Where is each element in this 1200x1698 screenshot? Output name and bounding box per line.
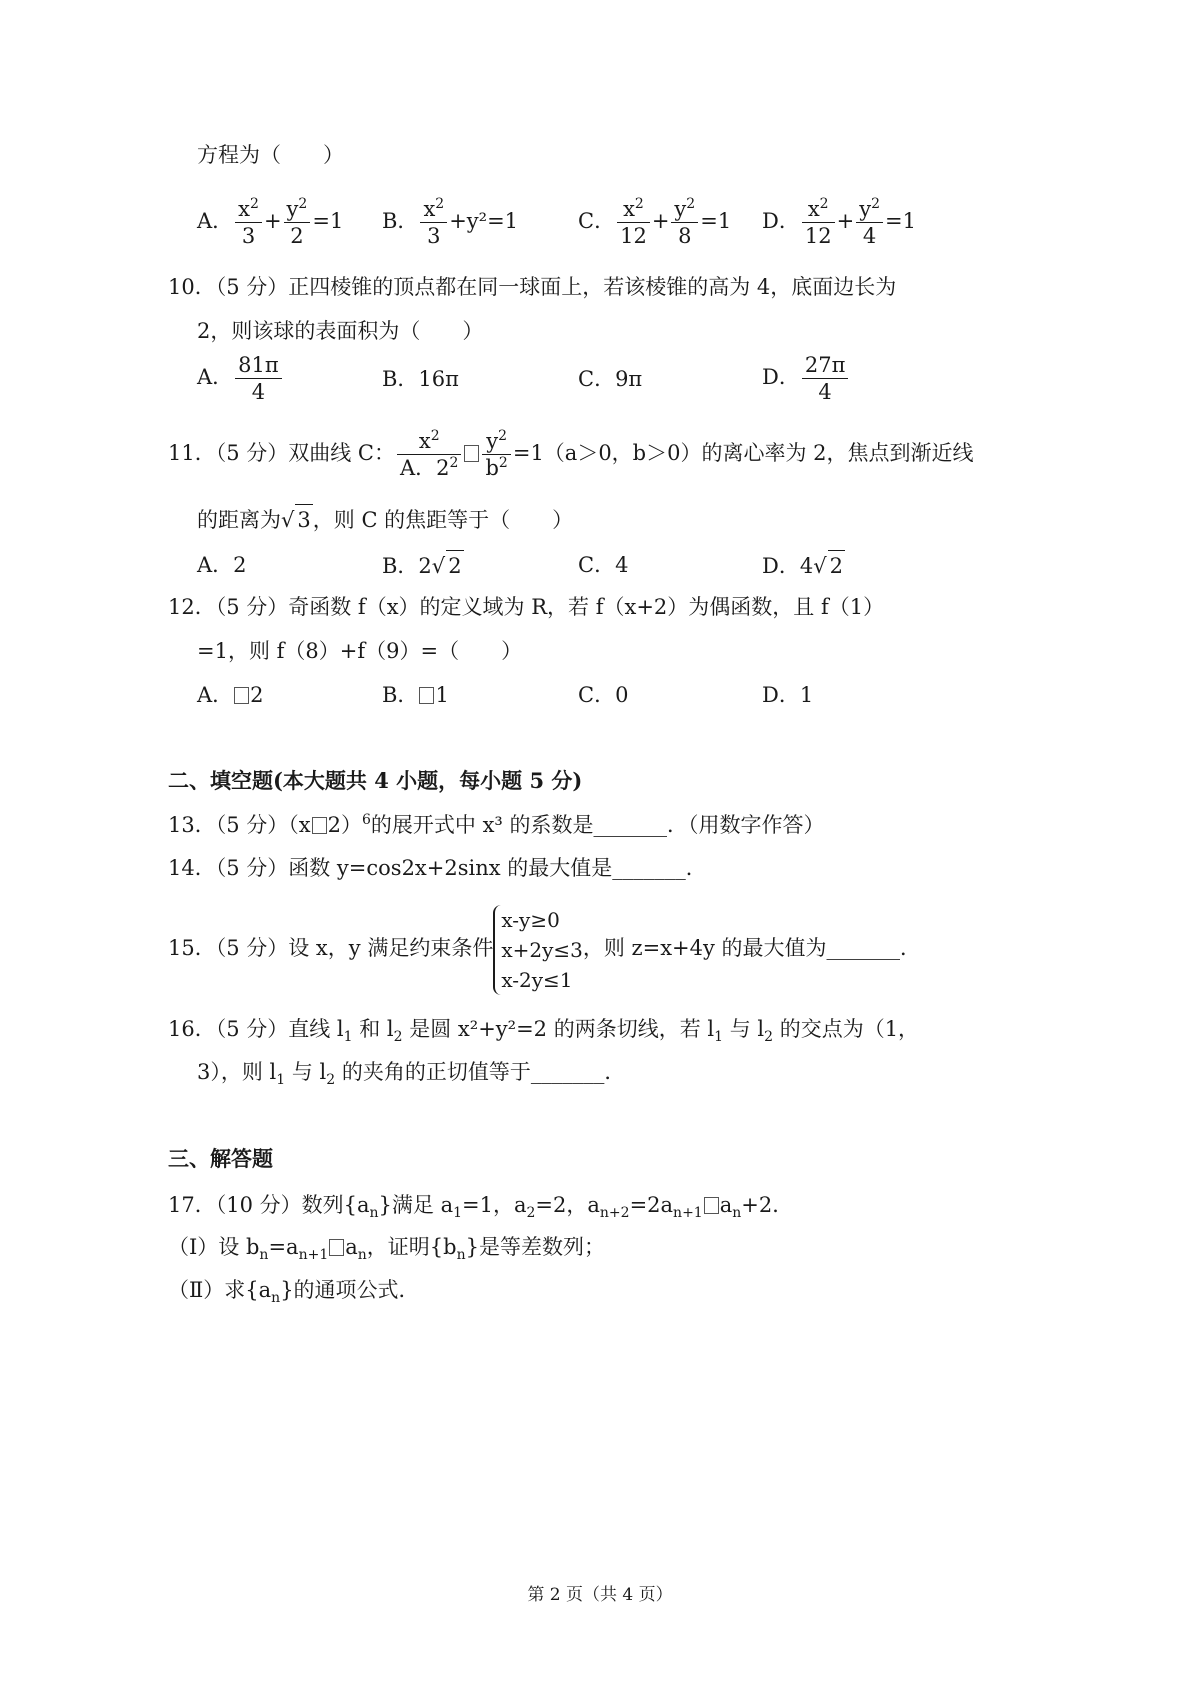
q9-option-b: [382, 196, 518, 249]
option-label: B．: [382, 683, 419, 707]
q12-option-a: [197, 680, 264, 710]
q12-option-d: D．1: [762, 683, 814, 707]
fraction: $\frac{x^2}{3}$: [420, 196, 447, 249]
text: 3），则 l: [197, 1060, 277, 1084]
denominator: b: [485, 456, 499, 480]
numerator: y: [486, 429, 499, 453]
sqrt-symbol: √: [431, 554, 446, 578]
missing-glyph: [704, 1197, 719, 1214]
text: （Ⅱ）求{a: [168, 1278, 272, 1302]
option-value: 1: [435, 683, 449, 707]
text: }是等差数列；: [465, 1235, 606, 1259]
text: a: [345, 1235, 358, 1259]
denominator: 4: [818, 380, 832, 404]
option-label: B．: [382, 209, 419, 233]
text: 与 l: [723, 1017, 765, 1041]
missing-glyph: [419, 687, 434, 704]
q12-option-b: [382, 680, 449, 710]
option-value: 2: [250, 683, 264, 707]
equals: =1: [700, 209, 732, 233]
text: 16．（5 分）直线 l: [168, 1017, 344, 1041]
q10-option-d: [762, 352, 850, 405]
numerator: x: [623, 197, 635, 221]
q10-line2: 2，则该球的表面积为（ ）: [197, 319, 484, 343]
text: 的夹角的正切值等于_______．: [335, 1060, 626, 1084]
fraction: $\frac{x^2}{12}$: [617, 196, 650, 249]
missing-glyph: [234, 687, 249, 704]
text: （Ⅰ）设 b: [168, 1235, 260, 1259]
q12-line2: =1，则 f（8）+f（9）=（ ）: [197, 639, 523, 663]
fraction: $\frac{y^2}{2}$: [284, 196, 311, 249]
q17-line1: 17．（10 分）数列$\{a_n\}$满足 $a_1=1$，$a_2=2$，$a_{n+2}=2a_{n+1}$ $a_n+2$．: [168, 1193, 794, 1222]
subscript: 2: [526, 1205, 536, 1222]
text: 和 l: [352, 1017, 394, 1041]
text: =a: [268, 1235, 299, 1259]
expression-rest: +y²=1: [449, 209, 519, 233]
option-label: A．: [197, 365, 234, 389]
denominator: A．2: [400, 456, 450, 480]
equals: =1: [884, 209, 916, 233]
option-label: D．: [762, 209, 800, 233]
numerator: x: [807, 197, 820, 221]
subscript: n+1: [673, 1205, 703, 1222]
subscript: 2: [393, 1029, 403, 1046]
radicand: 2: [446, 550, 463, 581]
missing-glyph: [312, 817, 327, 834]
q16-line2: 3），则 $l_1$ 与 $l_2$ 的夹角的正切值等于_______．: [197, 1060, 626, 1089]
fraction: $\frac{x^2}{3}$: [235, 196, 262, 249]
radicand: 2: [828, 550, 845, 581]
option-label: A．: [197, 209, 234, 233]
text: +2．: [741, 1193, 794, 1217]
text: 与 l: [285, 1060, 327, 1084]
q11-line1: [168, 425, 974, 481]
q11-option-a: A．2: [197, 553, 247, 577]
fraction: $\frac{y^2}{4}$: [856, 196, 883, 249]
subscript: 1: [453, 1205, 463, 1222]
subscript: n+2: [599, 1205, 630, 1222]
option-label: D．4: [762, 554, 814, 578]
q15: [168, 900, 921, 996]
q10-option-c: C．9π: [578, 367, 643, 391]
question-suffix: =1（a＞0，b＞0）的离心率为 2，焦点到渐近线: [512, 441, 974, 465]
text: 17．（10 分）数列{a: [168, 1193, 370, 1217]
text: 的交点为（1，: [773, 1017, 920, 1041]
q17-part-ii: （Ⅱ）求$\{a_n\}$的通项公式．: [168, 1278, 420, 1307]
numerator: 27π: [802, 352, 849, 379]
q17-part-i: （Ⅰ）设 $b_n=a_{n+1}$ $a_n$，证明$\{b_n\}$是等差数列；: [168, 1235, 606, 1264]
page-footer: 第 2 页（共 4 页）: [527, 1585, 673, 1605]
q9-option-d: D． $\frac{x^2}{12}$ + $\frac{y^2}{4}$ =1: [762, 196, 916, 248]
text: ，证明{b: [366, 1235, 457, 1259]
option-label: B．2: [382, 554, 432, 578]
denominator: 2: [290, 224, 304, 248]
text: 是圆 x²+y²=2 的两条切线，若 l: [402, 1017, 715, 1041]
numerator: x: [418, 429, 431, 453]
text: =1，a: [462, 1193, 527, 1217]
question-prefix: 11．（5 分）双曲线 C：: [168, 441, 396, 465]
constraint-system: [493, 905, 583, 995]
denominator: 3: [241, 224, 256, 248]
numerator: y: [859, 197, 872, 221]
q11-option-b: [382, 550, 464, 581]
q13: [168, 810, 825, 840]
fraction: $\frac{y^2}{8}$: [671, 196, 698, 249]
text: 的展开式中 x³ 的系数是_______．（用数字作答）: [370, 813, 825, 837]
q9-option-c: C． $\frac{x^2}{12}$ + $\frac{y^2}{8}$ =1: [578, 196, 732, 248]
denominator: 4: [251, 380, 266, 404]
numerator: 81π: [235, 352, 282, 379]
sqrt-symbol: √: [813, 554, 827, 578]
text: ，则 z=x+4y 的最大值为_______．: [582, 936, 922, 960]
option-label: D．: [762, 365, 800, 389]
q11-option-c: C．4: [578, 553, 629, 577]
denominator: 12: [804, 224, 832, 248]
numerator: y: [286, 197, 299, 221]
q10-line1: 10．（5 分）正四棱锥的顶点都在同一球面上，若该棱锥的高为 4，底面边长为: [168, 275, 897, 299]
q11-line2: [197, 504, 573, 535]
numerator: x: [238, 197, 251, 221]
fraction: $\frac{x^2}{12}$: [802, 196, 835, 249]
q12-line1: 12．（5 分）奇函数 f（x）的定义域为 R，若 f（x+2）为偶函数，且 f（1）: [168, 595, 885, 619]
text: 15．（5 分）设 x，y 满足约束条件: [168, 936, 494, 960]
q9-tail: 方程为（ ）: [197, 143, 344, 167]
denominator: 8: [678, 224, 692, 248]
constraint: x+2y≤3: [501, 937, 583, 962]
missing-glyph: [329, 1239, 344, 1256]
sqrt-symbol: √: [281, 508, 295, 532]
text: =2，a: [535, 1193, 600, 1217]
q12-option-c: C．0: [578, 683, 629, 707]
option-label: C．: [578, 209, 616, 233]
text: 13．（5 分）（x: [168, 813, 311, 837]
text: =2a: [629, 1193, 674, 1217]
subscript: n: [369, 1205, 379, 1222]
subscript: 1: [343, 1029, 353, 1046]
exponent: 6: [361, 812, 371, 828]
denominator: 4: [862, 224, 877, 248]
radicand: 3: [295, 504, 312, 535]
q10-option-a: [197, 352, 284, 405]
section-fill-in-heading: 二、填空题(本大题共 4 小题，每小题 5 分): [168, 768, 583, 793]
fraction: $\frac{y^2}{b^2}$: [482, 428, 510, 481]
text: ，则 C 的焦距等于（ ）: [312, 508, 574, 532]
missing-glyph: [464, 445, 479, 462]
denominator: 3: [427, 224, 441, 248]
text: 2）: [327, 813, 362, 837]
option-label: A．: [197, 683, 234, 707]
text: }满足 a: [378, 1193, 454, 1217]
q16-line1: 16．（5 分）直线 $l_1$ 和 $l_2$ 是圆 x²+y²=2 的两条切线，若 $l_1$ 与 $l_2$ 的交点为（1，: [168, 1017, 920, 1046]
equals: =1: [312, 209, 344, 233]
q10-option-b: B．16π: [382, 367, 459, 391]
numerator: y: [674, 197, 687, 221]
q9-option-a: A． $\frac{x^2}{3}$ + $\frac{y^2}{2}$ =1: [197, 196, 344, 248]
q14: 14．（5 分）函数 y=cos2x+2sinx 的最大值是_______．: [168, 856, 707, 880]
section-answer-heading: 三、解答题: [168, 1146, 273, 1171]
fraction: [802, 352, 849, 405]
fraction: $\frac{x^2}{A.2^2}$: [397, 428, 461, 481]
q11-option-d: [762, 550, 845, 581]
denominator: 12: [620, 224, 647, 248]
numerator: x: [423, 197, 436, 221]
text: 的距离为: [197, 508, 281, 532]
constraint: x-y≥0: [501, 907, 560, 932]
text: a: [719, 1193, 733, 1217]
text: }的通项公式．: [280, 1278, 420, 1302]
constraint: x-2y≤1: [501, 967, 573, 992]
fraction: [235, 352, 282, 405]
